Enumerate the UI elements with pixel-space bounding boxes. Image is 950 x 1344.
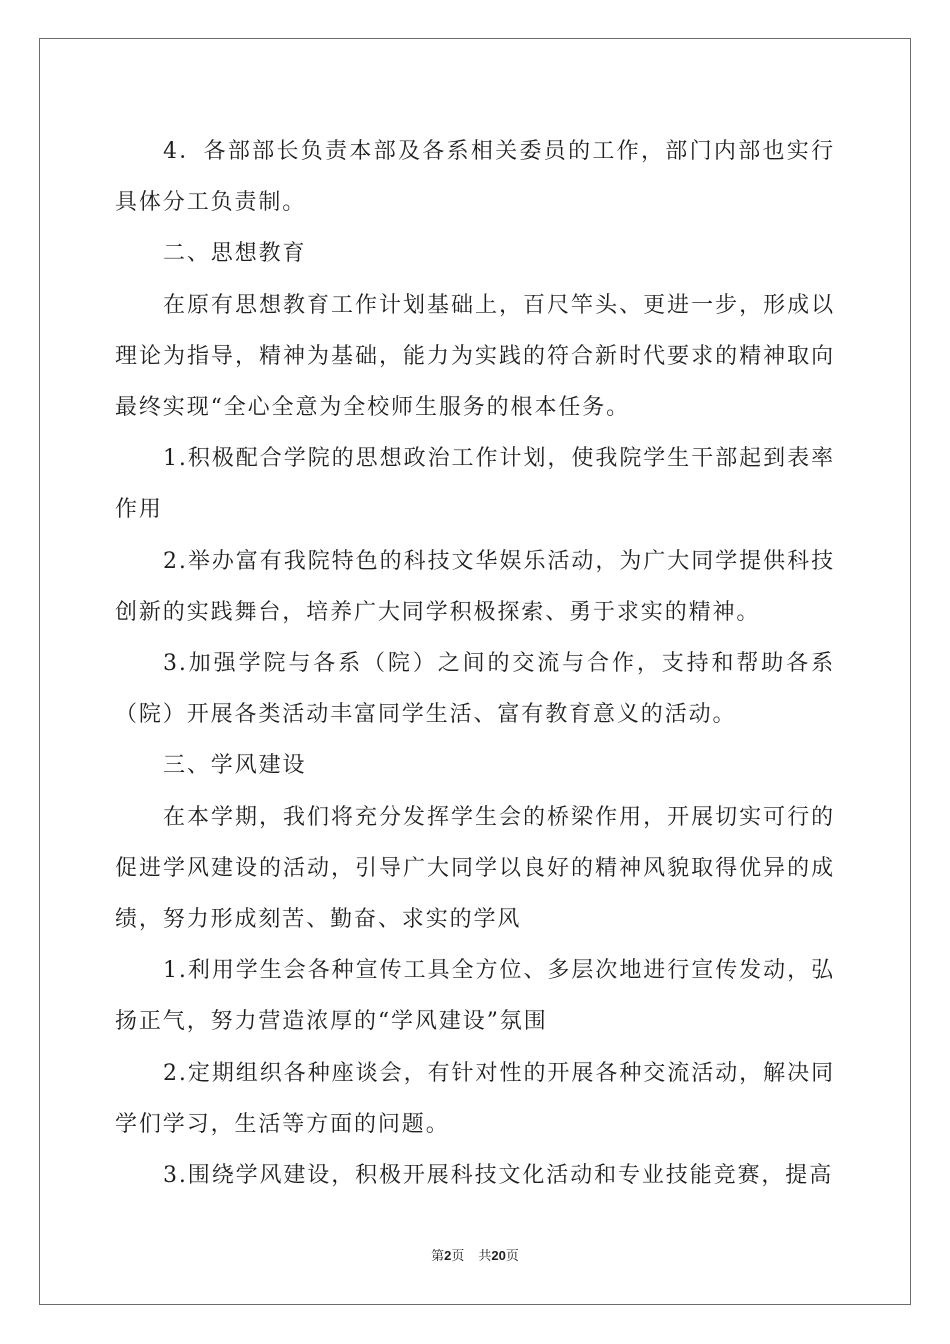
paragraph-1: 4．各部部长负责本部及各系相关委员的工作，部门内部也实行具体分工负责制。 — [115, 139, 835, 216]
page-footer — [0, 1245, 950, 1264]
list-item-5: 2.定期组织各种座谈会，有针对性的开展各种交流活动，解决同学们学习，生活等方面的问题。 — [115, 1060, 835, 1137]
list-item-6: 3.围绕学风建设，积极开展科技文化活动和专业技能竞赛，提高 — [163, 1163, 834, 1189]
list-item-2: 2.举办富有我院特色的科技文华娱乐活动，为广大同学提供科技创新的实践舞台，培养广大同学积极探索、勇于求实的精神。 — [115, 548, 835, 625]
list-item-1: 1.积极配合学院的思想政治工作计划，使我院学生干部起到表率作用 — [115, 446, 835, 523]
list-item-3: 3.加强学院与各系（院）之间的交流与合作，支持和帮助各系（院）开展各类活动丰富同学生活、富有教育意义的活动。 — [115, 651, 835, 728]
section-heading-ideological-education: 二、思想教育 — [163, 241, 307, 267]
document-body — [115, 126, 835, 1201]
total-suffix: 页 — [505, 1249, 519, 1264]
total-pages: 20 — [491, 1248, 506, 1263]
page-number: 2 — [444, 1248, 452, 1263]
section-heading-study-style: 三、学风建设 — [163, 753, 307, 779]
paragraph-2: 在原有思想教育工作计划基础上，百尺竿头、更进一步，形成以理论为指导，精神为基础，能力为实践的符合新时代要求的精神取向最终实现“全心全意为全校师生服务的根本任务。 — [115, 292, 835, 421]
list-item-4: 1.利用学生会各种宣传工具全方位、多层次地进行宣传发动，弘扬正气，努力营造浓厚的“学风建设”氛围 — [115, 958, 835, 1035]
paragraph-3: 在本学期，我们将充分发挥学生会的桥梁作用，开展切实可行的促进学风建设的活动，引导广大同学以良好的精神风貌取得优异的成绩，努力形成刻苦、勤奋、求实的学风 — [115, 804, 835, 933]
page-suffix: 页 — [451, 1249, 465, 1264]
page-prefix: 第 — [431, 1249, 445, 1264]
total-prefix: 共 — [478, 1249, 492, 1264]
